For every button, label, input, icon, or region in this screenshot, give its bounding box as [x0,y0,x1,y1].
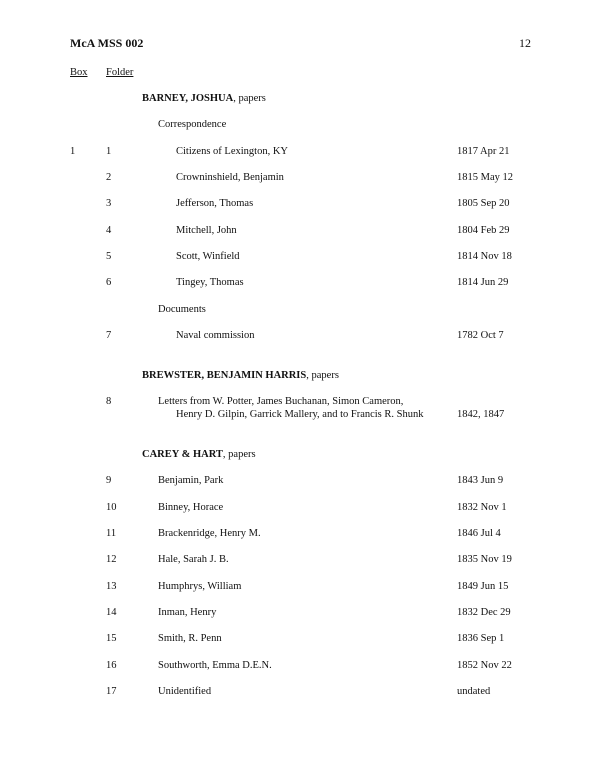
subsection-heading-documents: Documents [158,304,206,315]
row-date: 1835 Nov 19 [457,554,512,565]
row-title: Tingey, Thomas [176,277,244,288]
row-folder: 16 [106,660,117,671]
row-title: Smith, R. Penn [158,633,222,644]
row-title: Crowninshield, Benjamin [176,172,284,183]
row-date: 1849 Jun 15 [457,581,509,592]
row-date: 1842, 1847 [457,409,505,420]
page-number: 12 [519,36,531,50]
row-title: Binney, Horace [158,502,224,513]
row-date: 1815 May 12 [457,172,513,183]
subsection-heading-correspondence: Correspondence [158,119,227,130]
row-title: Hale, Sarah J. B. [158,554,229,565]
row-title-line-2: Henry D. Gilpin, Garrick Mallery, and to Francis R. Shunk [176,409,424,420]
row-folder: 15 [106,633,117,644]
row-title: Unidentified [158,686,212,697]
row-folder: 13 [106,581,117,592]
column-header-folder: Folder [106,67,134,78]
row-date: 1814 Jun 29 [457,277,509,288]
row-title: Citizens of Lexington, KY [176,146,288,157]
row-box: 1 [70,146,76,157]
row-folder: 14 [106,607,117,618]
row-folder: 6 [106,277,112,288]
row-folder: 17 [106,686,117,697]
row-title-line-1: Letters from W. Potter, James Buchanan, Simon Cameron, [158,396,404,407]
row-date: 1804 Feb 29 [457,225,510,236]
section-name: BREWSTER, BENJAMIN HARRIS [142,370,307,381]
row-date: 1846 Jul 4 [457,528,501,539]
row-folder: 12 [106,554,117,565]
section-suffix: , papers [222,449,256,460]
section-suffix: , papers [233,93,266,104]
row-folder: 3 [106,198,112,209]
row-title: Scott, Winfield [176,251,240,262]
row-date: 1817 Apr 21 [457,146,510,157]
row-title: Benjamin, Park [158,475,224,486]
row-date: 1832 Nov 1 [457,502,507,513]
row-title: Naval commission [176,330,255,341]
row-date: 1832 Dec 29 [457,607,511,618]
row-date: 1782 Oct 7 [457,330,504,341]
row-date: 1805 Sep 20 [457,198,510,209]
column-header-box: Box [70,67,88,78]
section-heading-barney [142,92,266,105]
section-suffix: , papers [306,370,339,381]
row-folder: 10 [106,502,117,513]
row-title: Brackenridge, Henry M. [158,528,261,539]
row-folder: 11 [106,528,117,539]
section-heading-brewster [142,369,339,382]
row-title: Inman, Henry [158,607,217,618]
row-title: Jefferson, Thomas [176,198,254,209]
row-date: 1836 Sep 1 [457,633,505,644]
section-heading-carey-hart [142,448,256,461]
row-folder: 2 [106,172,112,183]
row-date: 1852 Nov 22 [457,660,512,671]
row-folder: 8 [106,396,112,407]
row-title: Humphrys, William [158,581,242,592]
row-date: 1814 Nov 18 [457,251,512,262]
row-date: 1843 Jun 9 [457,475,504,486]
section-name: CAREY & HART [142,449,223,460]
row-title: Southworth, Emma D.E.N. [158,660,272,671]
row-folder: 9 [106,475,112,486]
row-title: Mitchell, John [176,225,237,236]
row-folder: 4 [106,225,112,236]
row-folder: 7 [106,330,112,341]
row-folder: 5 [106,251,112,262]
row-date: undated [457,686,491,697]
collection-id: McA MSS 002 [70,36,144,50]
row-folder: 1 [106,146,112,157]
section-name: BARNEY, JOSHUA [142,93,234,104]
